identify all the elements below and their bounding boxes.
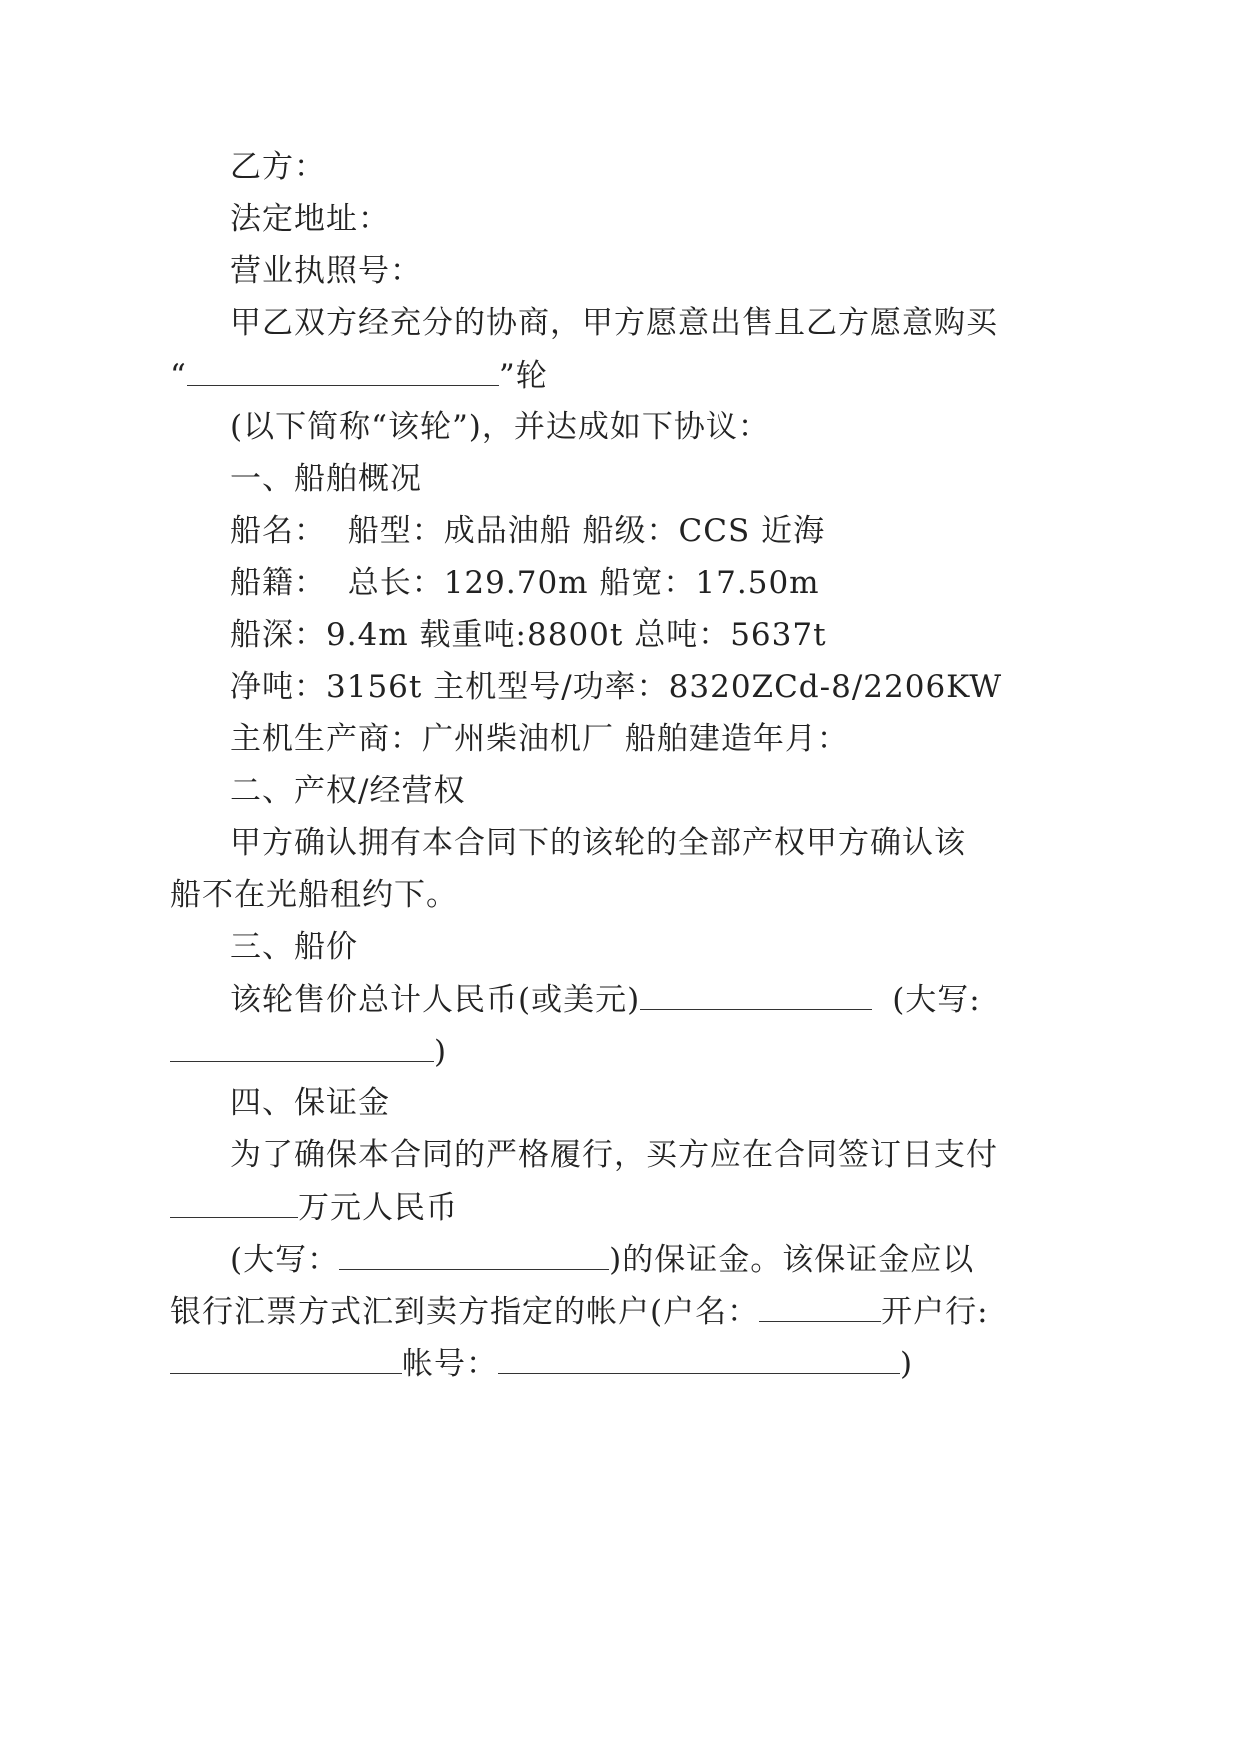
account-name-blank xyxy=(759,1291,881,1322)
bank-blank xyxy=(170,1343,402,1374)
party-b-label: 乙方： xyxy=(230,149,326,185)
ownership-para-line-2: 船不在光船租约下。 xyxy=(170,877,458,913)
account-number-blank xyxy=(498,1343,900,1374)
account-close-paren: ) xyxy=(900,1346,914,1382)
deposit-line-2 xyxy=(170,1187,458,1227)
deposit-text: )的保证金。该保证金应以 xyxy=(609,1242,975,1278)
price-close-paren: ) xyxy=(434,1034,448,1070)
ship-info-row-2: 船籍： 总长：129.70m 船宽：17.50m xyxy=(230,565,820,601)
account-number-label: 帐号： xyxy=(402,1346,498,1382)
price-label: 该轮售价总计人民币(或美元) xyxy=(230,982,641,1018)
ship-info-row-5: 主机生产商：广州柴油机厂 船舶建造年月： xyxy=(230,721,849,757)
ship-info-row-3: 船深：9.4m 载重吨:8800t 总吨：5637t xyxy=(230,617,827,653)
deposit-amount-blank xyxy=(170,1187,298,1218)
section-4-heading: 四、保证金 xyxy=(230,1085,390,1121)
price-amount-blank xyxy=(640,979,872,1010)
ship-info-row-4: 净吨：3156t 主机型号/功率：8320ZCd-8/2206KW xyxy=(230,669,1003,705)
deposit-line-1: 为了确保本合同的严格履行，买方应在合同签订日支付 xyxy=(230,1137,998,1173)
bank-label: 开户行: xyxy=(881,1294,989,1330)
deposit-line-5 xyxy=(170,1343,913,1383)
price-capital-blank xyxy=(170,1031,434,1062)
section-3-heading: 三、船价 xyxy=(230,929,358,965)
price-line-1 xyxy=(230,979,981,1019)
price-line-2 xyxy=(170,1031,447,1071)
account-name-label: 银行汇票方式汇到卖方指定的帐户(户名： xyxy=(170,1294,760,1330)
ship-name-blank xyxy=(187,355,499,386)
ship-info-row-1: 船名： 船型：成品油船 船级：CCS 近海 xyxy=(230,513,826,549)
deposit-line-3 xyxy=(230,1239,974,1279)
intro-line-1: 甲乙双方经充分的协商，甲方愿意出售且乙方愿意购买 xyxy=(230,305,998,341)
price-capital-label: (大写: xyxy=(892,982,981,1018)
legal-address-label: 法定地址： xyxy=(230,201,390,237)
ownership-para-line-1: 甲方确认拥有本合同下的该轮的全部产权甲方确认该 xyxy=(230,825,966,861)
deposit-unit: 万元人民币 xyxy=(298,1190,458,1226)
quote-close: ”轮 xyxy=(498,358,548,394)
deposit-line-4 xyxy=(170,1291,989,1331)
business-license-label: 营业执照号： xyxy=(230,253,422,289)
quote-open: “ xyxy=(170,358,187,394)
intro-line-2 xyxy=(170,355,548,395)
section-1-heading: 一、船舶概况 xyxy=(230,461,422,497)
intro-line-3: (以下简称“该轮”)，并达成如下协议： xyxy=(230,409,770,445)
deposit-capital-label: (大写： xyxy=(230,1242,340,1278)
deposit-capital-blank xyxy=(339,1239,609,1270)
section-2-heading: 二、产权/经营权 xyxy=(230,773,466,809)
